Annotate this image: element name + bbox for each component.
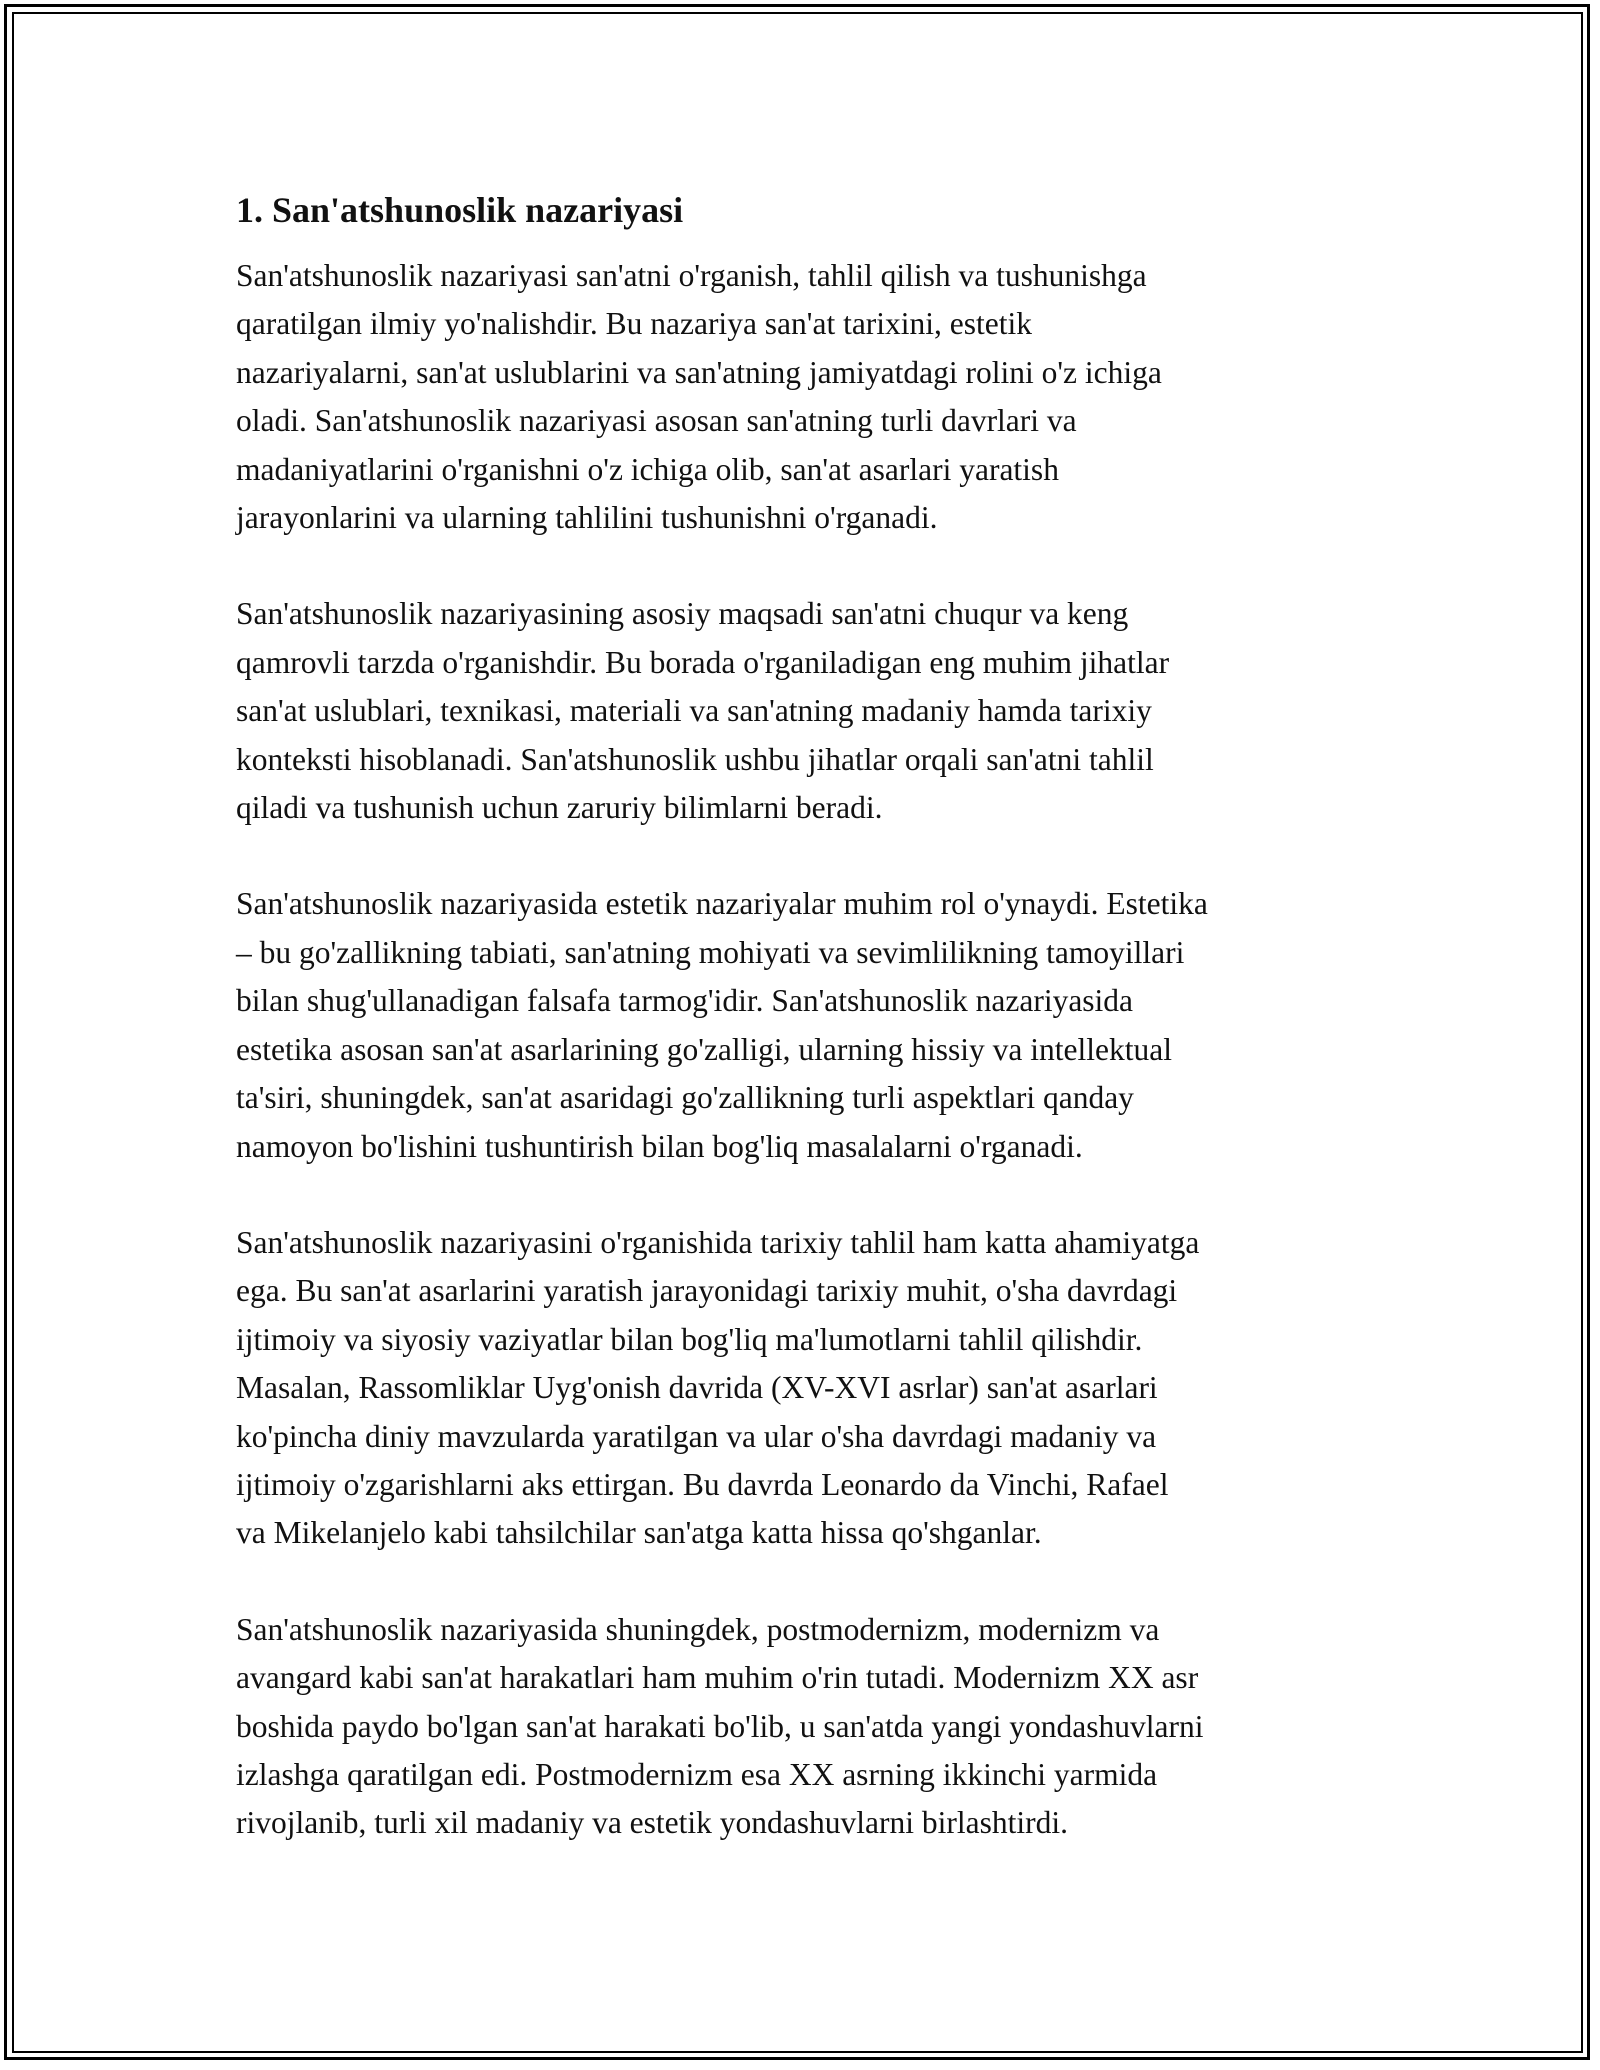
paragraph-1: San'atshunoslik nazariyasi san'atni o'rganish, tahlil qilish va tushunishga qaratilgan ilmiy yo'nalishdir. Bu nazariya san'at tarixini, estetik nazariyalarni, san'at uslublarini va san'atning jamiyatdagi rolini o'z ichiga oladi. San'atshunoslik nazariyasi asosan san'atning turli davrlari va madaniyatlarini o'rganishni o'z ichiga olib, san'at asarlari yaratish jarayonlarini va ularning tahlilini tushunishni o'rganadi. <box>236 258 1162 536</box>
paragraph-5: San'atshunoslik nazariyasida shuningdek, postmodernizm, modernizm va avangard kabi san'at harakatlari ham muhim o'rin tutadi. Modernizm XX asr boshida paydo bo'lgan san'at harakati bo'lib, u san'atda yangi yondashuvlarni izlashga qaratilgan edi. Postmodernizm esa XX asrning ikkinchi yarmida rivojlanib, turli xil madaniy va estetik yondashuvlarni birlashtirdi. <box>236 1611 1204 1841</box>
paragraph-2: San'atshunoslik nazariyasining asosiy maqsadi san'atni chuqur va keng qamrovli tarzda o'rganishdir. Bu borada o'rganiladigan eng muhim jihatlar san'at uslublari, texnikasi, materiali va san'atning madaniy hamda tarixiy konteksti hisoblanadi. San'atshunoslik ushbu jihatlar orqali san'atni tahlil qiladi va tushunish uchun zaruriy bilimlarni beradi. <box>236 596 1170 826</box>
paragraph-3: San'atshunoslik nazariyasida estetik nazariyalar muhim rol o'ynaydi. Estetika – bu go'zallikning tabiati, san'atning mohiyati va sevimlilikning tamoyillari bilan shug'ullanadigan falsafa tarmog'idir. San'atshunoslik nazariyasida estetika asosan san'at asarlarining go'zalligi, ularning hissiy va intellektual ta'siri, shuningdek, san'at asaridagi go'zallikning turli aspektlari qanday namoyon bo'lishini tushuntirish bilan bog'liq masalalarni o'rganadi. <box>236 886 1208 1164</box>
section-heading: 1. San'atshunoslik nazariyasi <box>236 190 684 230</box>
paragraph-4: San'atshunoslik nazariyasini o'rganishida tarixiy tahlil ham katta ahamiyatga ega. Bu san'at asarlarini yaratish jarayonidagi tarixiy muhit, o'sha davrdagi ijtimoiy va siyosiy vaziyatlar bilan bog'liq ma'lumotlarni tahlil qilishdir. Masalan, Rassomliklar Uyg'onish davrida (XV-XVI asrlar) san'at asarlari ko'pincha diniy mavzularda yaratilgan va ular o'sha davrdagi madaniy va ijtimoiy o'zgarishlarni aks ettirgan. Bu davrda Leonardo da Vinchi, Rafael va Mikelanjelo kabi tahsilchilar san'atga katta hissa qo'shganlar. <box>236 1224 1200 1551</box>
document-body <box>236 186 1376 1896</box>
